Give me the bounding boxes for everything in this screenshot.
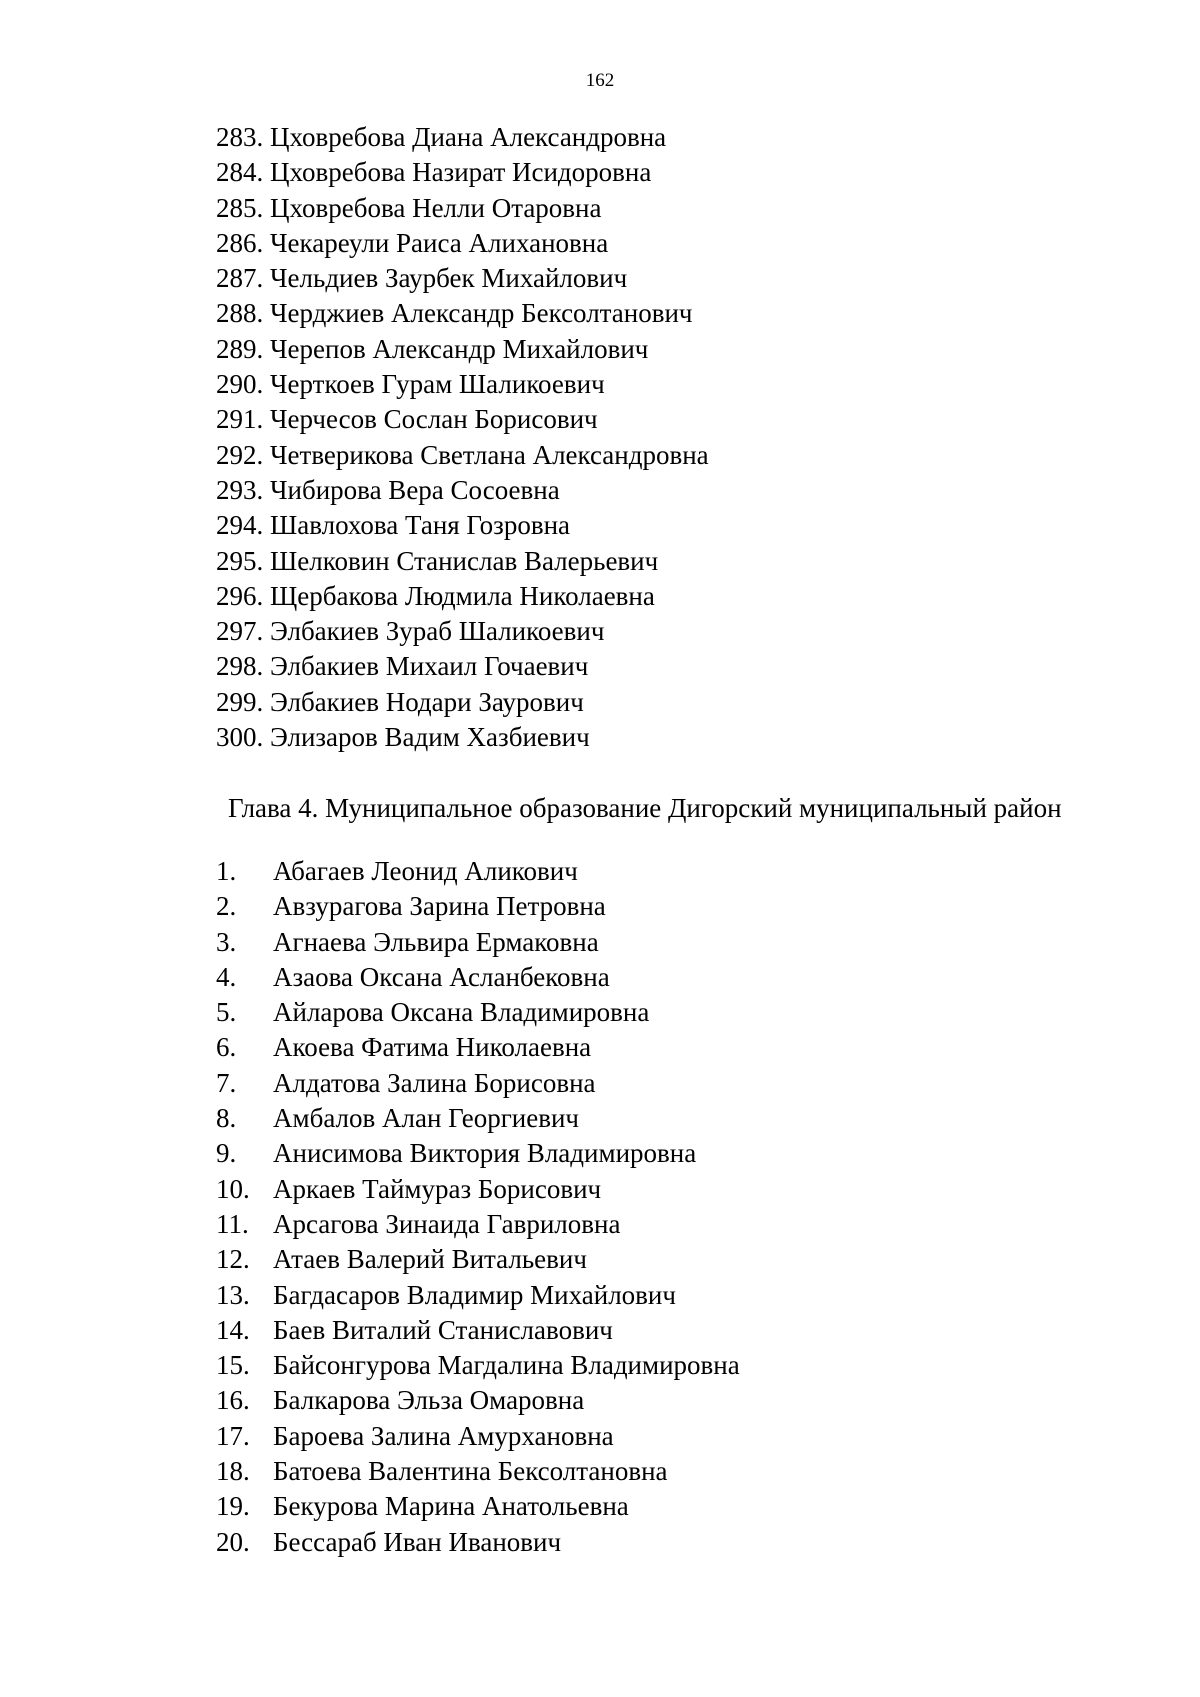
item-name: Черджиев Александр Бексолтанович: [270, 298, 693, 329]
list-item: [216, 544, 709, 579]
item-number: 2.: [216, 891, 237, 922]
item-number: 285.: [216, 192, 264, 223]
item-name: Акоева Фатима Николаевна: [273, 1032, 592, 1063]
item-number: 292.: [216, 439, 264, 470]
list-item: [216, 1172, 740, 1207]
list-item: [216, 1525, 740, 1560]
item-number: 18.: [216, 1456, 250, 1487]
item-name: Цховребова Диана Александровна: [270, 122, 667, 152]
item-name: Черчесов Сослан Борисович: [270, 404, 598, 435]
item-number: 294.: [216, 510, 264, 541]
list-item: [216, 226, 709, 261]
list-item: [216, 1207, 740, 1242]
item-name: Бекурова Марина Анатольевна: [273, 1491, 629, 1522]
item-name: Азаова Оксана Асланбековна: [273, 961, 610, 992]
item-number: 20.: [216, 1526, 250, 1557]
item-name: Чибирова Вера Сосоевна: [270, 474, 560, 505]
item-name: Агнаева Эльвира Ермаковна: [273, 926, 599, 957]
item-name: Батоева Валентина Бексолтановна: [273, 1456, 668, 1487]
item-number: 13.: [216, 1279, 250, 1310]
list-item: [216, 1348, 740, 1383]
list-item: [216, 614, 709, 649]
item-number: 19.: [216, 1491, 250, 1522]
list-item: [216, 473, 709, 508]
item-name: Алдатова Залина Борисовна: [273, 1067, 596, 1098]
item-number: 17.: [216, 1420, 250, 1451]
list-item: [216, 1419, 740, 1454]
item-number: 293.: [216, 474, 264, 505]
item-number: 296.: [216, 580, 264, 611]
list-item: [216, 1313, 740, 1348]
item-number: 15.: [216, 1350, 250, 1381]
item-name: Айларова Оксана Владимировна: [273, 997, 650, 1028]
item-number: 290.: [216, 369, 264, 400]
item-name: Элбакиев Зураб Шаликоевич: [270, 616, 605, 647]
item-number: 7.: [216, 1067, 237, 1098]
item-number: 9.: [216, 1138, 237, 1169]
item-name: Амбалов Алан Георгиевич: [273, 1103, 579, 1134]
list-item: [216, 191, 709, 226]
item-name: Авзурагова Зарина Петровна: [273, 891, 606, 922]
item-number: 298.: [216, 651, 264, 682]
list-item: [216, 1030, 740, 1065]
list-item: [216, 889, 740, 924]
item-number: 14.: [216, 1314, 250, 1345]
item-name: Абагаев Леонид Аликович: [273, 856, 578, 886]
list-item: [216, 960, 740, 995]
item-number: 297.: [216, 616, 264, 647]
item-name: Чельдиев Заурбек Михайлович: [270, 263, 628, 294]
item-number: 4.: [216, 961, 237, 992]
item-number: 3.: [216, 926, 237, 957]
item-number: 288.: [216, 298, 264, 329]
list-item: [216, 1242, 740, 1277]
item-number: 300.: [216, 722, 264, 753]
item-name: Элбакиев Нодари Заурович: [270, 686, 584, 717]
item-number: 12.: [216, 1244, 250, 1275]
item-name: Баев Виталий Станиславович: [273, 1314, 613, 1345]
page-number: 162: [585, 70, 615, 91]
list-item: [216, 332, 709, 367]
item-number: 16.: [216, 1385, 250, 1416]
list-item: [216, 261, 709, 296]
list-item: [216, 508, 709, 543]
item-name: Четверикова Светлана Александровна: [270, 439, 709, 470]
list-item: [216, 367, 709, 402]
name-list-continued: [216, 120, 709, 755]
list-item: [216, 1489, 740, 1524]
item-number: 5.: [216, 997, 237, 1028]
list-item: [216, 438, 709, 473]
list-item: [216, 296, 709, 331]
item-name: Элизаров Вадим Хазбиевич: [270, 722, 590, 753]
item-name: Черткоев Гурам Шаликоевич: [270, 369, 605, 400]
item-name: Шавлохова Таня Гозровна: [270, 510, 571, 541]
item-name: Цховребова Нелли Отаровна: [270, 192, 602, 223]
list-item: [216, 1101, 740, 1136]
list-item: [216, 649, 709, 684]
item-number: 1.: [216, 856, 237, 886]
item-number: 286.: [216, 227, 264, 258]
item-number: 295.: [216, 545, 264, 576]
list-item: [216, 402, 709, 437]
item-name: Бароева Залина Амурхановна: [273, 1420, 614, 1451]
item-number: 284.: [216, 157, 264, 188]
item-name: Байсонгурова Магдалина Владимировна: [273, 1350, 740, 1381]
item-name: Бессараб Иван Иванович: [273, 1526, 562, 1557]
list-item: [216, 720, 709, 755]
item-number: 283.: [216, 122, 264, 152]
item-number: 11.: [216, 1208, 249, 1239]
item-name: Анисимова Виктория Владимировна: [273, 1138, 697, 1169]
list-item: [216, 685, 709, 720]
item-name: Багдасаров Владимир Михайлович: [273, 1279, 676, 1310]
list-item: [216, 579, 709, 614]
list-item: [216, 925, 740, 960]
list-item: [216, 1136, 740, 1171]
item-name: Щербакова Людмила Николаевна: [270, 580, 655, 611]
item-name: Цховребова Назират Исидоровна: [270, 157, 652, 188]
list-item: [216, 1454, 740, 1489]
item-number: 289.: [216, 333, 264, 364]
item-name: Аркаев Таймураз Борисович: [273, 1173, 602, 1204]
item-name: Шелковин Станислав Валерьевич: [270, 545, 659, 576]
item-number: 291.: [216, 404, 264, 435]
list-item: [216, 120, 709, 155]
list-item: [216, 1278, 740, 1313]
chapter-heading: Глава 4. Муниципальное образование Дигорский муниципальный район: [228, 793, 1062, 823]
list-item: [216, 995, 740, 1030]
list-item: [216, 854, 740, 889]
item-number: 287.: [216, 263, 264, 294]
item-name: Черепов Александр Михайлович: [270, 333, 649, 364]
item-name: Атаев Валерий Витальевич: [273, 1244, 587, 1275]
name-list-chapter-4: [216, 854, 740, 1560]
item-name: Чекареули Раиса Алихановна: [270, 227, 609, 258]
item-name: Балкарова Эльза Омаровна: [273, 1385, 585, 1416]
item-number: 6.: [216, 1032, 237, 1063]
item-number: 299.: [216, 686, 264, 717]
item-number: 10.: [216, 1173, 250, 1204]
list-item: [216, 1383, 740, 1418]
list-item: [216, 155, 709, 190]
item-name: Арсагова Зинаида Гавриловна: [273, 1208, 621, 1239]
list-item: [216, 1066, 740, 1101]
item-name: Элбакиев Михаил Гочаевич: [270, 651, 589, 682]
item-number: 8.: [216, 1103, 237, 1134]
